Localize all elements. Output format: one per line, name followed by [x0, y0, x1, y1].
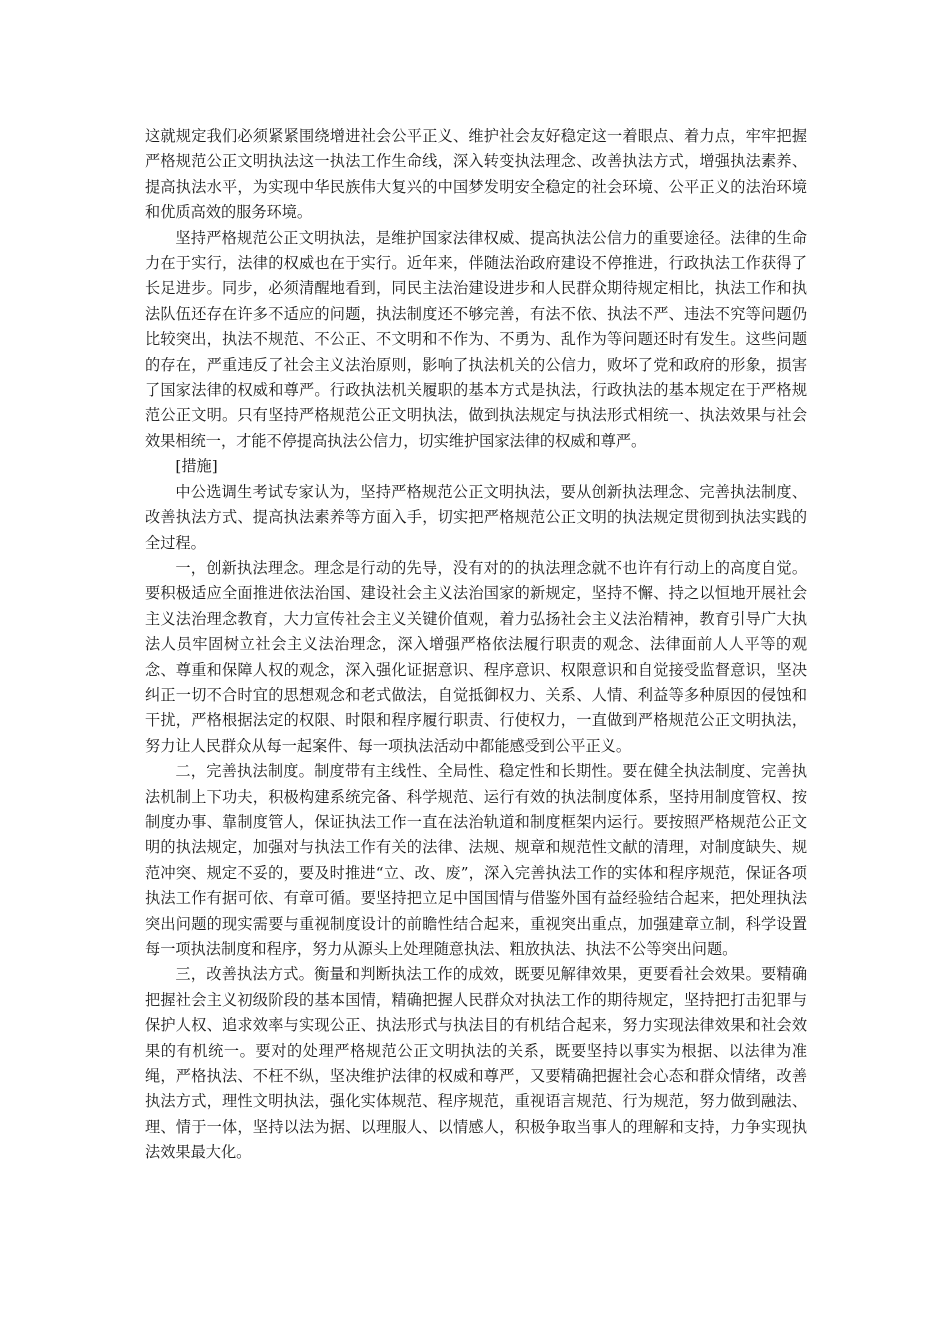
paragraph-importance: 坚持严格规范公正文明执法，是维护国家法律权威、提高执法公信力的重要途径。法律的生命力在于实行，法律的权威也在于实行。近年来，伴随法治政府建设不停推进，行政执法工作获得了长足进步。同步，必须清醒地看到，同民主法治建设进步和人民群众期待规定相比，执法工作和执法队伍还存在许多不适应的问题，执法制度还不够完善，有法不依、执法不严、违法不究等问题仍比较突出，执法不规范、不公正、不文明和不作为、不勇为、乱作为等问题还时有发生。这些问题的存在，严重违反了社会主义法治原则，影响了执法机关的公信力，败坏了党和政府的形象，损害了国家法律的权威和尊严。行政执法机关履职的基本方式是执法，行政执法的基本规定在于严格规范公正文明。只有坚持严格规范公正文明执法，做到执法规定与执法形式相统一、执法效果与社会效果相统一，才能不停提高执法公信力，切实维护国家法律的权威和尊严。 [145, 228, 807, 450]
paragraph-point-two: 二，完善执法制度。制度带有主线性、全局性、稳定性和长期性。要在健全执法制度、完善执法机制上下功夫，积极构建系统完备、科学规范、运行有效的执法制度体系，坚持用制度管权、按制度办事、靠制度管人，保证执法工作一直在法治轨道和制度框架内运行。要按照严格规范公正文明的执法规定，加强对与执法工作有关的法律、法规、规章和规范性文献的清理，对制度缺失、规范冲突、规定不妥的，要及时推进“立、改、废”，深入完善执法工作的实体和程序规范，保证各项执法工作有据可依、有章可循。要坚持把立足中国国情与借鉴外国有益经验结合起来，把处理执法突出问题的现实需要与重视制度设计的前瞻性结合起来，重视突出重点，加强建章立制，科学设置每一项执法制度和程序，努力从源头上处理随意执法、粗放执法、执法不公等突出问题。 [145, 762, 807, 958]
section-heading-measures: [措施] [175, 457, 218, 476]
paragraph-intro-continued: 这就规定我们必须紧紧围绕增进社会公平正义、维护社会友好稳定这一着眼点、着力点，牢牢把握严格规范公正文明执法这一执法工作生命线，深入转变执法理念、改善执法方式，增强执法素养、提高执法水平，为实现中华民族伟大复兴的中国梦发明安全稳定的社会环境、公平正义的法治环境和优质高效的服务环境。 [145, 127, 807, 222]
paragraph-expert-view: 中公选调生考试专家认为，坚持严格规范公正文明执法，要从创新执法理念、完善执法制度、改善执法方式、提高执法素养等方面入手，切实把严格规范公正文明的执法规定贯彻到执法实践的全过程。 [145, 482, 807, 552]
paragraph-point-three: 三，改善执法方式。衡量和判断执法工作的成效，既要见解律效果，更要看社会效果。要精确把握社会主义初级阶段的基本国情，精确把握人民群众对执法工作的期待规定，坚持把打击犯罪与保护人权、追求效率与实现公正、执法形式与执法目的有机结合起来，努力实现法律效果和社会效果的有机统一。要对的处理严格规范公正文明执法的关系，既要坚持以事实为根据、以法律为准绳，严格执法、不枉不纵，坚决维护法律的权威和尊严，又要精确把握社会心态和群众情绪，改善执法方式，理性文明执法，强化实体规范、程序规范，重视语言规范、行为规范，努力做到融法、理、情于一体，坚持以法为据、以理服人、以情感人，积极争取当事人的理解和支持，力争实现执法效果最大化。 [145, 965, 807, 1162]
document-body [145, 124, 807, 1166]
paragraph-point-one: 一，创新执法理念。理念是行动的先导，没有对的的执法理念就不也许有行动上的高度自觉。要积极适应全面推进依法治国、建设社会主义法治国家的新规定，坚持不懈、持之以恒地开展社会主义法治理念教育，大力宣传社会主义关键价值观，着力弘扬社会主义法治精神，教育引导广大执法人员牢固树立社会主义法治理念，深入增强严格依法履行职责的观念、法律面前人人平等的观念、尊重和保障人权的观念，深入强化证据意识、程序意识、权限意识和自觉接受监督意识，坚决纠正一切不合时宜的思想观念和老式做法，自觉抵御权力、关系、人情、利益等多种原因的侵蚀和干扰，严格根据法定的权限、时限和程序履行职责、行使权力，一直做到严格规范公正文明执法，努力让人民群众从每一起案件、每一项执法活动中都能感受到公平正义。 [145, 558, 807, 755]
